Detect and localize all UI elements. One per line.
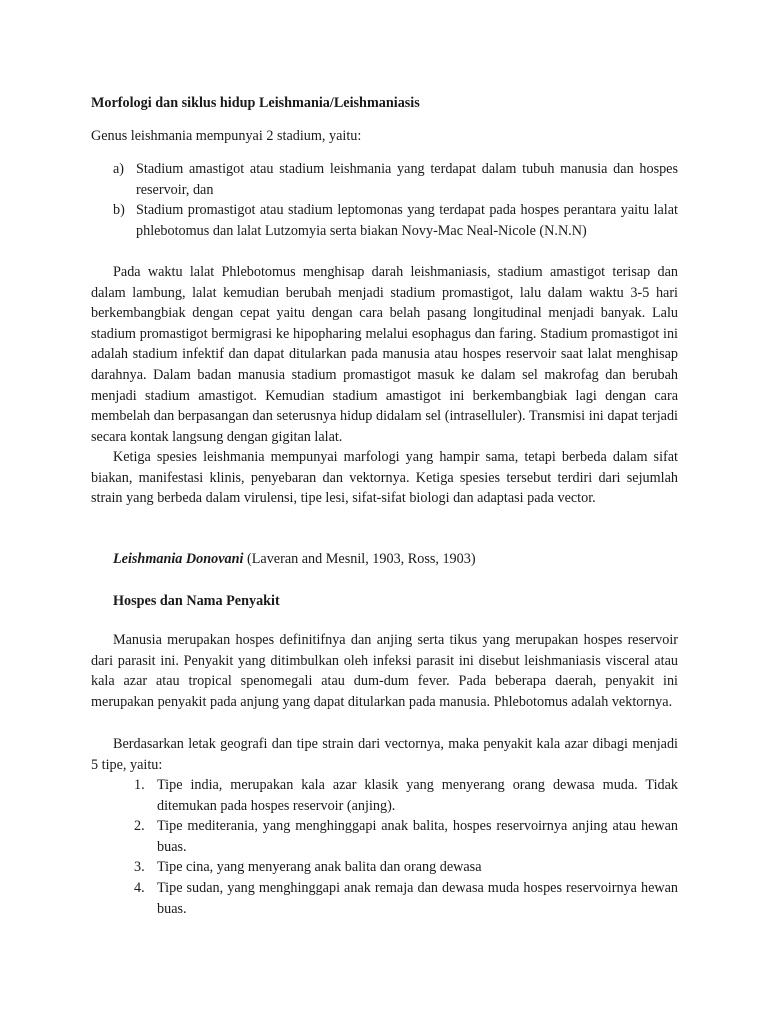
list-item-text: Tipe mediterania, yang menghinggapi anak balita, hospes reservoirnya anjing atau hewan buas. <box>157 818 678 855</box>
section-heading: Hospes dan Nama Penyakit <box>113 593 280 609</box>
list-item <box>91 200 678 241</box>
list-marker: 2. <box>134 818 145 835</box>
paragraph-hosts: Manusia merupakan hospes definitifnya dan anjing serta tikus yang merupakan hospes reservoir dari parasit ini. Penyakit yang ditimbulkan oleh infeksi parasit ini disebut leishmaniasis visceral atau kala azar atau tropical spenomegali atau dum-dum fever. Pada beberapa daerah, penyakit ini merupakan penyakit pada anjung yang dapat ditularkan pada manusia. Phlebotomus adalah vektornya. <box>91 632 678 710</box>
list-item <box>91 775 678 816</box>
list-item-text: Stadium amastigot atau stadium leishmania yang terdapat dalam tubuh manusia dan hospes reservoir, dan <box>136 161 678 198</box>
list-item-text: Tipe india, merupakan kala azar klasik yang menyerang orang dewasa muda. Tidak ditemukan pada hospes reservoir (anjing). <box>157 777 678 814</box>
species-authors: (Laveran and Mesnil, 1903, Ross, 1903) <box>247 551 476 567</box>
paragraph-life-cycle: Pada waktu lalat Phlebotomus menghisap darah leishmaniasis, stadium amastigot terisap dan dalam lambung, lalat kemudian berubah menjadi stadium promastigot, lalu dalam waktu 3-5 hari berkembangbiak dengan cepat yaitu dengan cara belah pasang longitudinal menjadi banyak. Lalu stadium promastigot bermigrasi ke hipopharing melalui esophagus dan faring. Stadium promastigot ini adalah stadium infektif dan dapat ditularkan pada manusia atau hospes reservoir saat lalat menghisap darahnya. Dalam badan manusia stadium promastigot masuk ke dalam sel makrofag dan berubah menjadi stadium amastigot. Kemudian stadium amastigot ini berkembangbiak lagi dengan cara membelah dan berpasangan dan seterusnya hidup didalam sel (intraselluler). Transmisi ini dapat terjadi secara kontak langsung dengan gigitan lalat. <box>91 264 678 445</box>
type-list <box>91 775 678 919</box>
list-item <box>91 159 678 200</box>
list-item-text: Tipe sudan, yang menghinggapi anak remaja dan dewasa muda hospes reservoirnya hewan buas. <box>157 879 678 917</box>
species-name: Leishmania Donovani <box>113 551 244 567</box>
list-item <box>91 816 678 857</box>
list-marker: 1. <box>134 777 145 793</box>
intro-text: Genus leishmania mempunyai 2 stadium, yaitu: <box>91 128 362 144</box>
list-item-text: Stadium promastigot atau stadium leptomonas yang terdapat pada hospes perantara yaitu lalat phlebotomus dan lalat Lutzomyia serta biakan Novy-Mac Neal-Nicole (N.N.N) <box>136 202 678 239</box>
list-marker: 3. <box>134 859 145 876</box>
document-title: Morfologi dan siklus hidup Leishmania/Leishmaniasis <box>91 95 420 111</box>
list-item-text: Tipe cina, yang menyerang anak balita dan orang dewasa <box>157 859 482 876</box>
list-marker: a) <box>113 161 125 177</box>
list-item <box>91 857 678 878</box>
list-marker: 4. <box>134 879 145 896</box>
list-marker: b) <box>113 202 125 219</box>
paragraph-types-intro: Berdasarkan letak geografi dan tipe strain dari vectornya, maka penyakit kala azar dibagi menjadi 5 tipe, yaitu: <box>91 736 678 773</box>
species-heading <box>91 549 678 570</box>
stage-list <box>91 159 678 241</box>
list-item <box>91 878 678 919</box>
paragraph-species: Ketiga spesies leishmania mempunyai marfologi yang hampir sama, tetapi berbeda dalam sifat biakan, manifestasi klinis, penyebaran dan vektornya. Ketiga spesies tersebut terdiri dari sejumlah strain yang berbeda dalam virulensi, tipe lesi, sifat-sifat biologi dan adaptasi pada vector. <box>91 449 678 507</box>
